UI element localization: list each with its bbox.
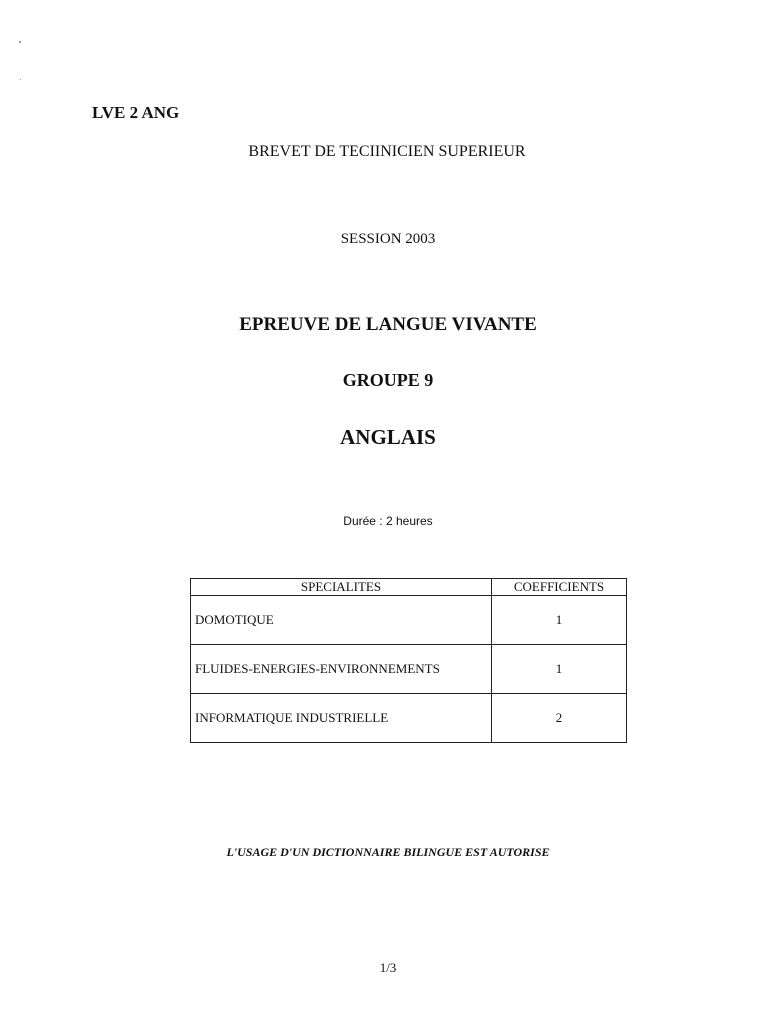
subject-code: LVE 2 ANG [92,103,180,122]
specialty-name: DOMOTIQUE [191,596,492,645]
exam-language: ANGLAIS [340,425,436,449]
session-year: SESSION 2003 [340,231,436,247]
exam-title: EPREUVE DE LANGUE VIVANTE [239,314,537,335]
scan-speck [20,79,21,80]
scan-speck [19,41,21,43]
table-row [191,645,627,694]
diploma-title: BREVET DE TECIINICIEN SUPERIEUR [248,143,526,160]
specialty-coefficient: 1 [492,645,627,694]
specialties-column-header: SPECIALITES [191,579,492,596]
specialty-coefficient: 1 [492,596,627,645]
table-row [191,596,627,645]
page-number: 1/3 [379,960,397,975]
table-header-row [191,579,627,596]
exam-group: GROUPE 9 [342,370,434,390]
specialty-coefficient: 2 [492,694,627,743]
table-row [191,694,627,743]
dictionary-notice: L'USAGE D'UN DICTIONNAIRE BILINGUE EST AUTORISE [226,845,550,859]
specialty-name: INFORMATIQUE INDUSTRIELLE [191,694,492,743]
exam-duration: Durée : 2 heures [343,514,433,528]
specialty-name: FLUIDES-ENERGIES-ENVIRONNEMENTS [191,645,492,694]
coefficients-column-header: COEFFICIENTS [492,579,627,596]
specialties-table [190,578,627,743]
